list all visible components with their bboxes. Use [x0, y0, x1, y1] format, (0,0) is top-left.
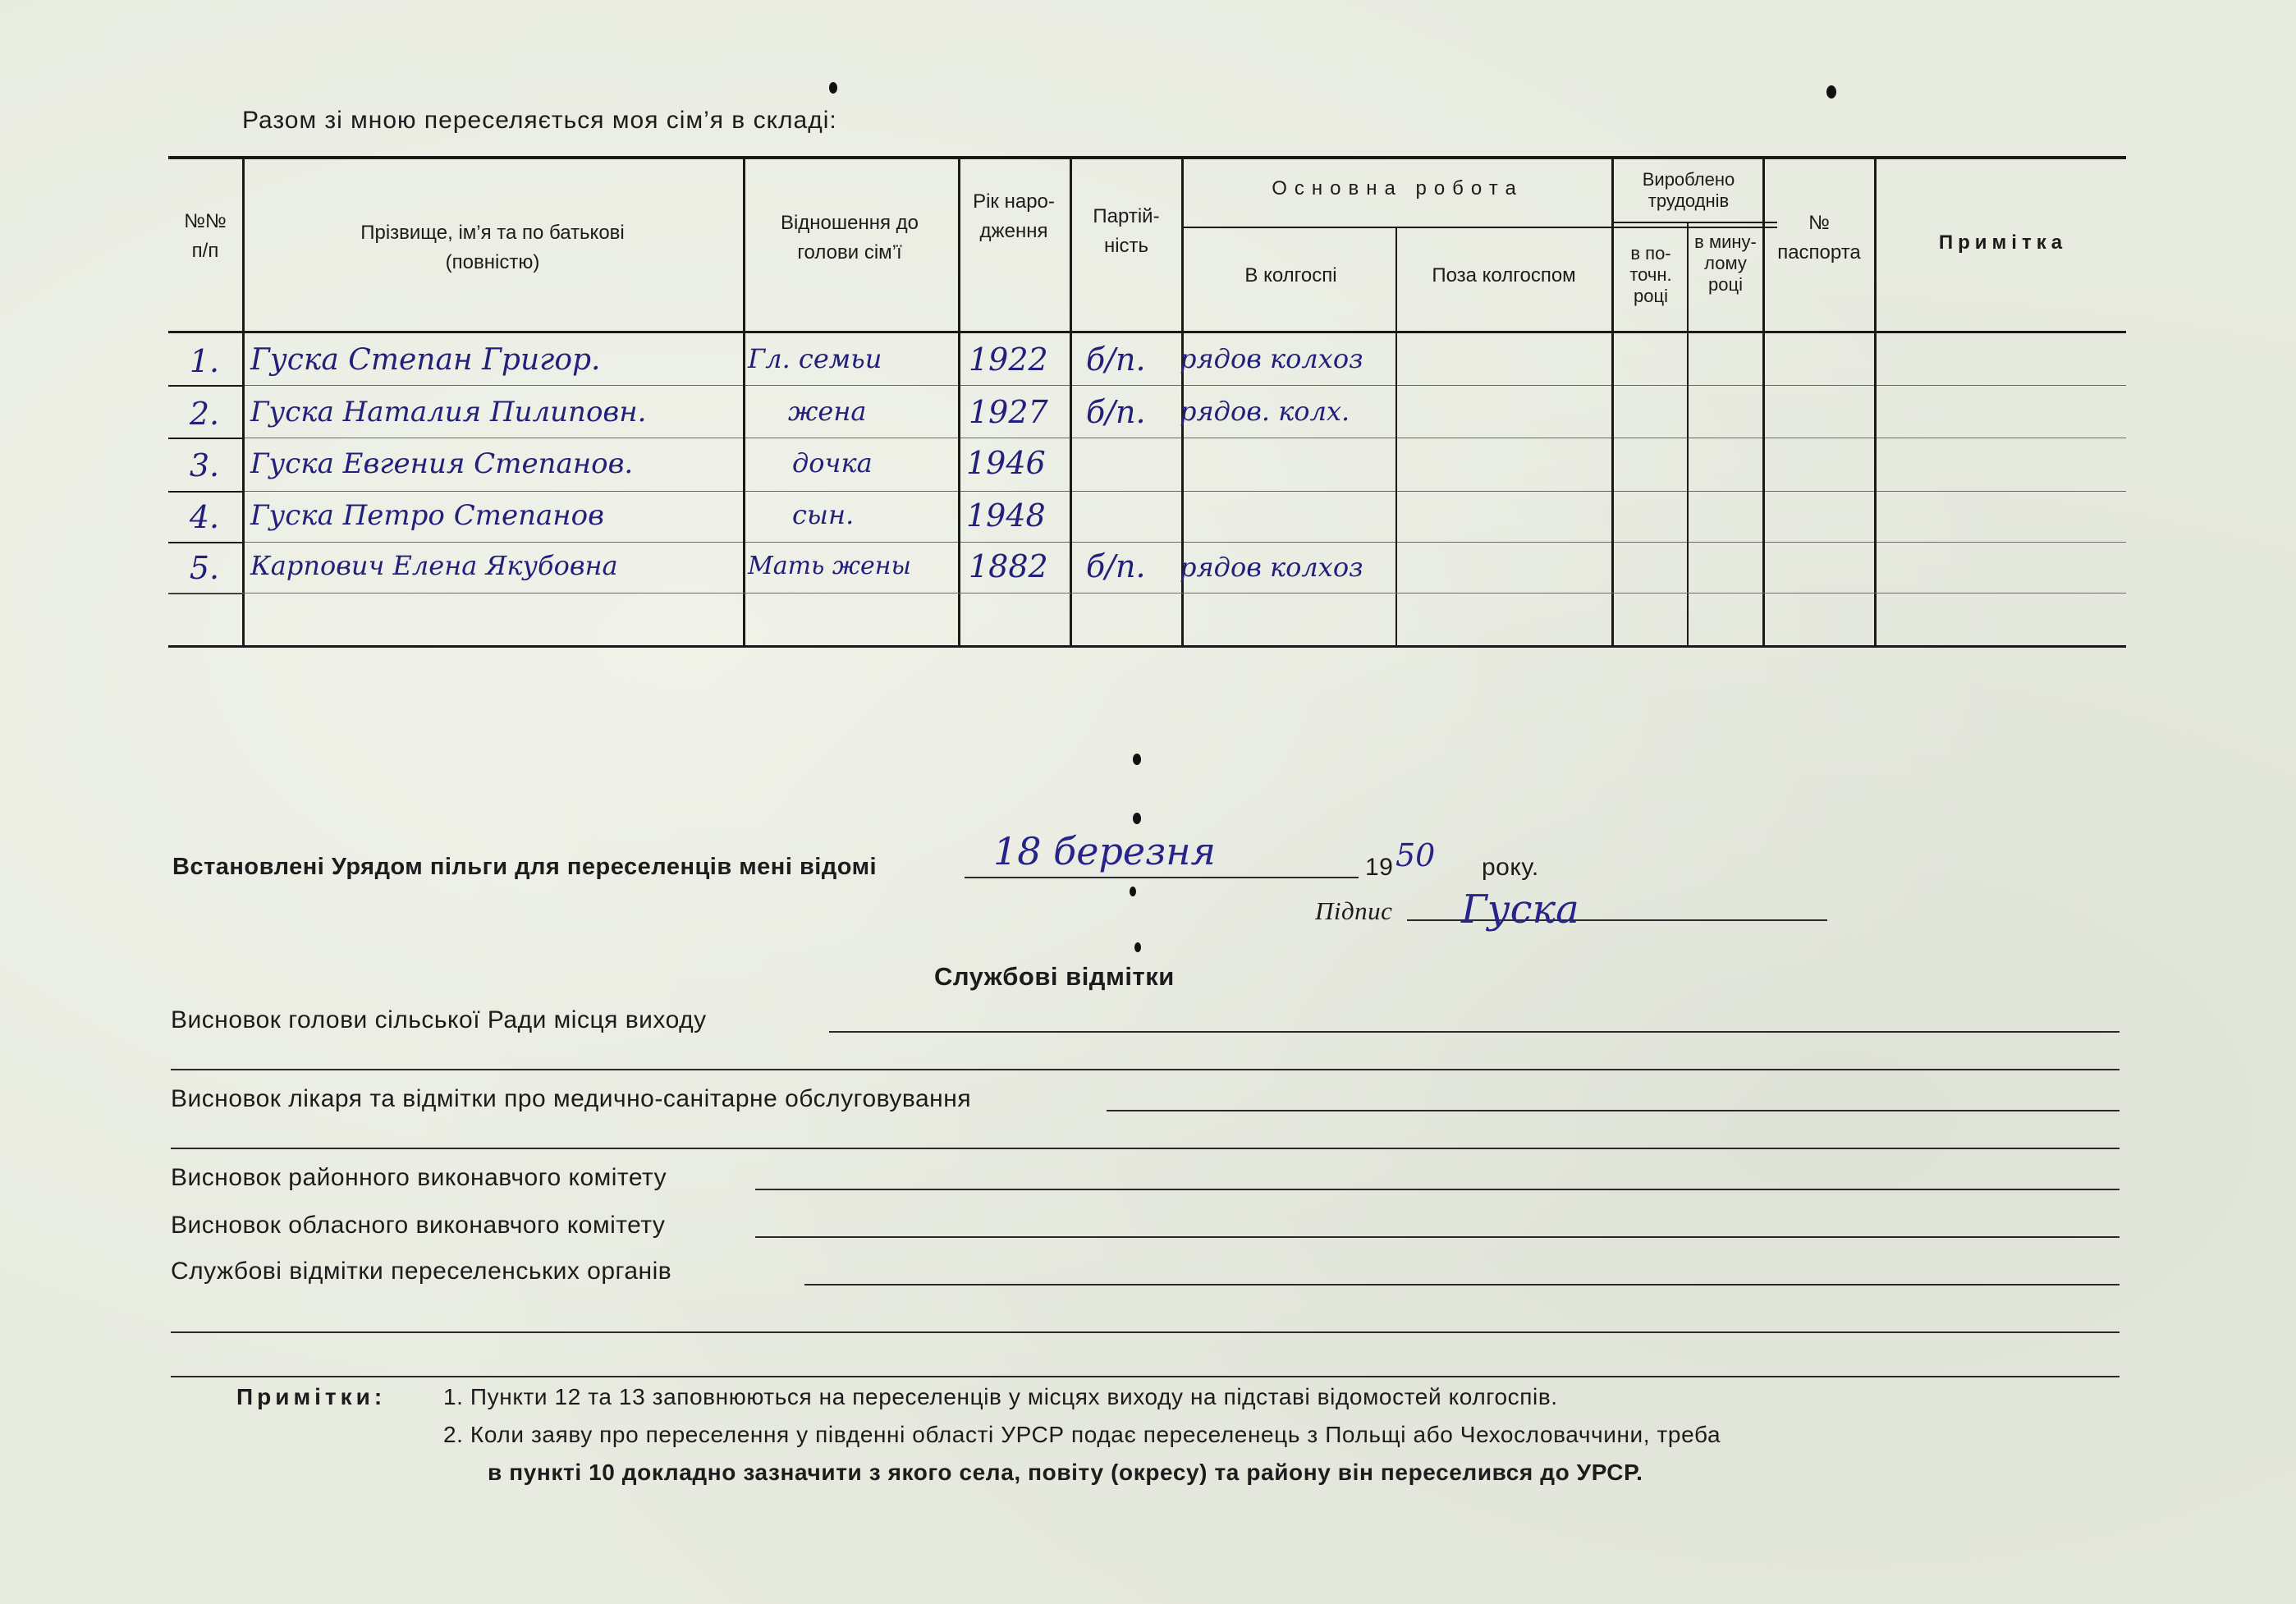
row-rule	[168, 438, 242, 439]
row-work: рядов колхоз	[1180, 552, 1363, 583]
official-rule	[829, 1031, 2120, 1033]
row-relation: жена	[788, 396, 867, 427]
signature-label: Підпис	[1315, 896, 1393, 925]
punch-hole-mark	[1130, 887, 1136, 896]
workdays-divider	[1613, 222, 1777, 223]
row-number: 2.	[189, 396, 220, 432]
row-number: 3.	[189, 447, 220, 483]
row-relation: Мать жены	[748, 552, 911, 580]
official-rule	[171, 1069, 2120, 1070]
row-party: б/п.	[1086, 341, 1146, 378]
official-rule	[1107, 1110, 2120, 1111]
punch-hole-mark	[1133, 813, 1141, 824]
official-rule	[171, 1148, 2120, 1149]
official-title: Службові відмітки	[934, 962, 1175, 991]
col-rule	[242, 156, 245, 647]
header-name: Прізвище, ім’я та по батькові (повністю)	[360, 222, 625, 273]
table-bottom-rule	[168, 645, 2126, 648]
header-bottom-rule	[168, 331, 2126, 333]
punch-hole-mark	[1134, 942, 1141, 952]
col-rule	[958, 156, 960, 647]
notes-label: Примітки:	[236, 1384, 387, 1409]
row-relation: сын.	[792, 499, 855, 530]
col-rule	[1070, 156, 1072, 647]
header-workdays-current: в по- точн. році	[1629, 243, 1672, 306]
header-note: Примітка	[1938, 231, 2068, 254]
row-rule	[168, 491, 242, 493]
benefits-year-prefix: 19	[1365, 854, 1394, 881]
punch-hole-mark	[829, 82, 837, 94]
header-in-kolhosp: В колгоспі	[1244, 264, 1337, 286]
official-line-4: Висновок обласного виконавчого комітету	[171, 1212, 666, 1239]
col-rule	[1395, 227, 1397, 647]
family-table	[168, 156, 2126, 804]
header-workdays: Вироблено трудоднів	[1642, 169, 1735, 211]
col-rule	[1611, 156, 1614, 647]
row-name: Гуска Евгения Степанов.	[250, 447, 634, 480]
header-relation: Відношення до голови сім’ї	[780, 212, 919, 264]
official-line-3: Висновок районного виконавчого комітету	[171, 1164, 667, 1191]
benefits-date: 18 березня	[993, 829, 1216, 873]
punch-hole-mark	[1133, 754, 1141, 765]
official-rule	[755, 1236, 2120, 1238]
col-rule	[1762, 156, 1765, 647]
row-relation: дочка	[792, 447, 873, 479]
row-rule	[242, 491, 2126, 492]
header-party: Партій- ність	[1093, 205, 1160, 257]
row-number: 5.	[189, 550, 220, 586]
intro-text: Разом зі мною переселяється моя сім’я в складі:	[242, 107, 837, 134]
benefits-year: 50	[1395, 837, 1436, 873]
row-year: 1927	[969, 394, 1048, 430]
official-rule	[804, 1284, 2120, 1285]
row-year: 1882	[969, 548, 1048, 584]
header-num: №№ п/п	[184, 210, 227, 262]
row-work: рядов. колх.	[1180, 396, 1350, 427]
row-rule	[168, 542, 242, 543]
row-party: б/п.	[1086, 548, 1146, 584]
row-name: Карпович Елена Якубовна	[250, 550, 618, 581]
benefits-date-rule	[965, 877, 1359, 878]
col-rule	[743, 156, 745, 647]
signature-value: Гуска	[1461, 887, 1579, 933]
col-rule	[1874, 156, 1877, 647]
official-rule	[755, 1189, 2120, 1190]
note-2a: 2. Коли заяву про переселення у південні області УРСР подає переселенець з Польщі або Чехословаччини, треба	[443, 1422, 1721, 1447]
official-line-2: Висновок лікаря та відмітки про медично-санітарне обслуговування	[171, 1085, 972, 1112]
table-top-rule	[168, 156, 2126, 159]
row-rule	[168, 385, 242, 387]
row-party: б/п.	[1086, 394, 1146, 430]
note-1: 1. Пункти 12 та 13 заповнюються на переселенців у місцях виходу на підставі відомостей колгоспів.	[443, 1384, 1558, 1409]
header-workdays-last: в мину- лому році	[1694, 231, 1757, 295]
row-relation: Гл. семьи	[748, 343, 882, 374]
row-rule	[242, 385, 2126, 386]
header-outside-kolhosp: Поза колгоспом	[1432, 264, 1576, 286]
row-work: рядов колхоз	[1180, 343, 1363, 374]
note-2b: в пункті 10 докладно зазначити з якого села, повіту (окресу) та району він переселився до УРСР.	[488, 1460, 1643, 1485]
official-rule	[171, 1376, 2120, 1377]
row-year: 1948	[966, 497, 1046, 534]
row-number: 4.	[189, 499, 220, 535]
col-rule	[1687, 222, 1689, 647]
row-name: Гуска Степан Григор.	[250, 343, 601, 377]
official-line-1: Висновок голови сільської Ради місця виходу	[171, 1006, 707, 1033]
row-year: 1946	[966, 445, 1046, 481]
benefits-label: Встановлені Урядом пільги для переселенців мені відомі	[172, 854, 878, 880]
official-line-5: Службові відмітки переселенських органів	[171, 1258, 672, 1285]
punch-hole-mark	[1826, 85, 1836, 99]
header-year: Рік наро- дження	[973, 190, 1055, 242]
official-rule	[171, 1331, 2120, 1333]
row-year: 1922	[969, 341, 1048, 378]
header-main-work: Основна робота	[1272, 177, 1524, 199]
header-passport: № паспорта	[1777, 212, 1861, 264]
row-name: Гуска Петро Степанов	[250, 499, 604, 532]
row-number: 1.	[189, 343, 220, 379]
benefits-year-suffix: року.	[1482, 854, 1539, 881]
row-name: Гуска Наталия Пилиповн.	[250, 396, 647, 428]
row-rule	[242, 542, 2126, 543]
